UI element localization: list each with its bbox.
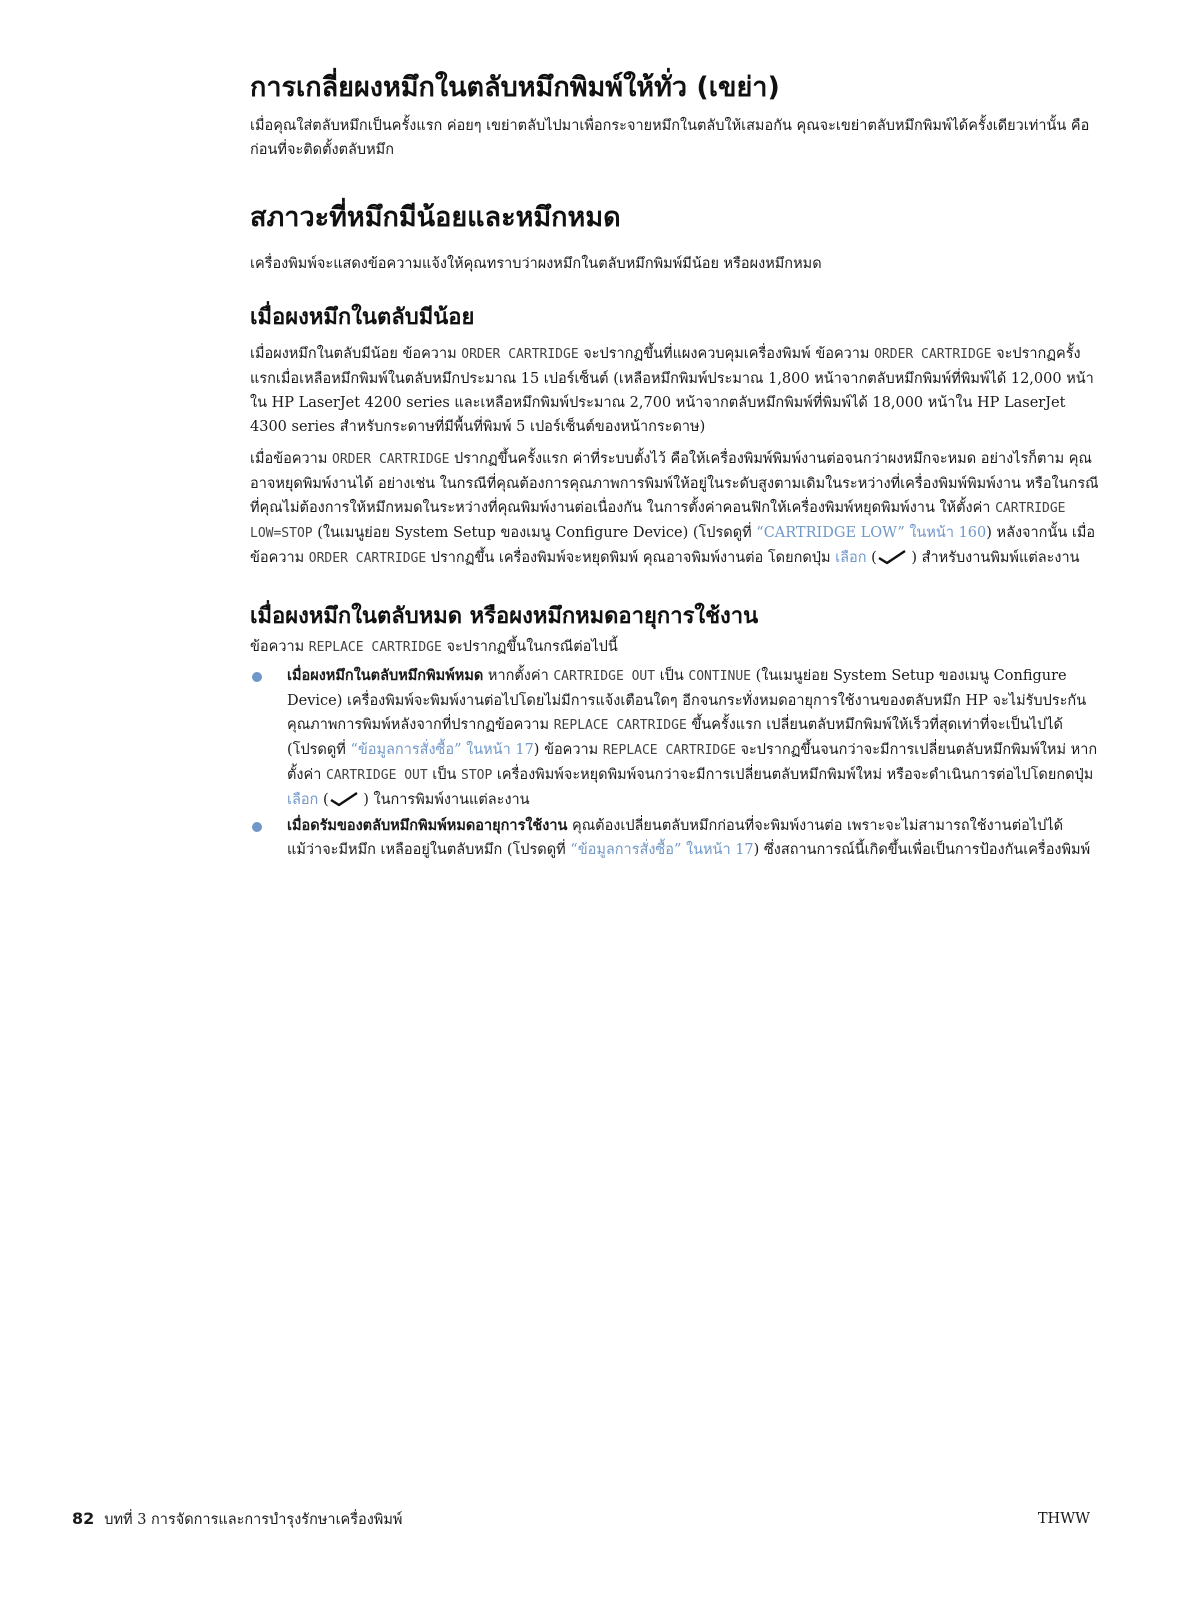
code-cartridge-out: CARTRIDGE OUT: [553, 669, 656, 684]
paragraph-low-2: เมื่อข้อความ ORDER CARTRIDGE ปรากฏขึ้นครั้งแรก ค่าที่ระบบตั้งไว้ คือให้เครื่องพิมพ์พิมพ์งานต่อจนกว่าผงหมึกจะหมด อย่างไรก็ตาม คุณอาจหยุดพิมพ์งานได้ อย่างเช่น ในกรณีที่คุณต้องการคุณภาพการพิมพ์ให้อยู่ในระดับสูงตามเดิมในระหว่างที่เครื่องพิมพ์พิมพ์งาน หรือในกรณีที่คุณไม่ต้องการให้หมึกหมดในระหว่างที่คุณพิมพ์งานต่อเนื่องกัน ในการตั้งค่าคอนฟิกให้เครื่องพิมพ์หยุดพิมพ์งาน ให้ตั้งค่า CARTRIDGE LOW=STOP (ในเมนูย่อย System Setup ของเมนู Configure Device) (โปรดดูที่ “CARTRIDGE LOW” ในหน้า 160) หลังจากนั้น เมื่อข้อความ ORDER CARTRIDGE ปรากฏขึ้น เครื่องพิมพ์จะหยุดพิมพ์ คุณอาจพิมพ์งานต่อ โดยกดปุ่ม เลือก ( ) สำหรับงานพิมพ์แต่ละงาน: [250, 451, 1099, 566]
code-replace-cartridge: REPLACE CARTRIDGE: [553, 718, 687, 733]
subsection-title-low: เมื่อผงหมึกในตลับมีน้อย: [250, 305, 475, 330]
link-ordering-info[interactable]: “ข้อมูลการสั่งซื้อ” ในหน้า 17: [570, 842, 754, 858]
subsection-title-out: เมื่อผงหมึกในตลับหมด หรือผงหมึกหมดอายุการใช้งาน: [250, 604, 759, 629]
code-cartridge-out: CARTRIDGE OUT: [325, 768, 428, 783]
link-ordering-info[interactable]: “ข้อมูลการสั่งซื้อ” ในหน้า 17: [350, 742, 534, 758]
link-cartridge-low-page[interactable]: “CARTRIDGE LOW” ในหน้า 160: [756, 525, 987, 541]
section-body-low-out: เครื่องพิมพ์จะแสดงข้อความแจ้งให้คุณทราบว่าผงหมึกในตลับหมึกพิมพ์มีน้อย หรือผงหมึกหมด: [250, 256, 822, 272]
bullet-icon: [252, 822, 262, 832]
code-stop: STOP: [461, 768, 493, 783]
select-button-text[interactable]: เลือก: [835, 550, 867, 566]
code-continue: CONTINUE: [688, 669, 752, 684]
locale-code: THWW: [1037, 1511, 1090, 1527]
section-title-shake: การเกลี่ยผงหมึกในตลับหมึกพิมพ์ให้ทั่ว (เขย่า): [250, 72, 780, 103]
code-order-cartridge: ORDER CARTRIDGE: [308, 551, 427, 566]
paragraph-out-intro: ข้อความ REPLACE CARTRIDGE จะปรากฏขึ้นในกรณีต่อไปนี้: [250, 639, 618, 655]
page-footer: [72, 1507, 1090, 1532]
code-order-cartridge: ORDER CARTRIDGE: [874, 347, 992, 362]
list-item: เมื่อดรัมของตลับหมึกพิมพ์หมดอายุการใช้งาน คุณต้องเปลี่ยนตลับหมึกก่อนที่จะพิมพ์งานต่อ เพราะจะไม่สามารถใช้งานต่อไปได้ แม้ว่าจะมีหมึก เหลืออยู่ในตลับหมึก (โปรดดูที่ “ข้อมูลการสั่งซื้อ” ในหน้า 17) ซึ่งสถานการณ์นี้เกิดขึ้นเพื่อเป็นการป้องกันเครื่องพิมพ์: [250, 814, 1100, 862]
checkmark-icon: [877, 549, 907, 565]
code-cartridge-low-stop: CARTRIDGE LOW=STOP: [250, 501, 1066, 541]
code-replace-cartridge: REPLACE CARTRIDGE: [602, 743, 736, 758]
list-item: เมื่อผงหมึกในตลับหมึกพิมพ์หมด หากตั้งค่า CARTRIDGE OUT เป็น CONTINUE (ในเมนูย่อย System Setup ของเมนู Configure Device) เครื่องพิมพ์จะพิมพ์งานต่อไปโดยไม่มีการแจ้งเตือนใดๆ อีกจนกระทั่งหมดอายุการใช้งานของตลับหมึก HP จะไม่รับประกันคุณภาพการพิมพ์หลังจากที่ปรากฏข้อความ REPLACE CARTRIDGE ขึ้นครั้งแรก เปลี่ยนตลับหมึกพิมพ์ให้เร็วที่สุดเท่าที่จะเป็นไปได้ (โปรดดูที่ “ข้อมูลการสั่งซื้อ” ในหน้า 17) ข้อความ REPLACE CARTRIDGE จะปรากฏขึ้นจนกว่าจะมีการเปลี่ยนตลับหมึกพิมพ์ใหม่ หากตั้งค่า CARTRIDGE OUT เป็น STOP เครื่องพิมพ์จะหยุดพิมพ์จนกว่าจะมีการเปลี่ยนตลับหมึกพิมพ์ใหม่ หรือจะดำเนินการต่อไปโดยกดปุ่ม เลือก ( ) ในการพิมพ์งานแต่ละงาน: [250, 664, 1100, 812]
section-body-shake: เมื่อคุณใส่ตลับหมึกเป็นครั้งแรก ค่อยๆ เขย่าตลับไปมาเพื่อกระจายหมึกในตลับให้เสมอกัน คุณจะเขย่าตลับหมึกพิมพ์ได้ครั้งเดียวเท่านั้น คือ ก่อนที่จะติดตั้งตลับหมึก: [250, 118, 1090, 158]
page-content: [250, 68, 1100, 864]
bullet-list: [250, 664, 1100, 862]
code-replace-cartridge: REPLACE CARTRIDGE: [308, 640, 442, 655]
chapter-title: บทที่ 3 การจัดการและการบำรุงรักษาเครื่องพิมพ์: [104, 1512, 403, 1528]
section-title-low-out: สภาวะที่หมึกมีน้อยและหมึกหมด: [250, 202, 621, 233]
select-button-text[interactable]: เลือก: [287, 792, 319, 808]
code-order-cartridge: ORDER CARTRIDGE: [332, 452, 450, 467]
code-order-cartridge: ORDER CARTRIDGE: [461, 347, 579, 362]
checkmark-icon: [329, 791, 359, 807]
paragraph-low-1: เมื่อผงหมึกในตลับมีน้อย ข้อความ ORDER CARTRIDGE จะปรากฏขึ้นที่แผงควบคุมเครื่องพิมพ์ ข้อความ ORDER CARTRIDGE จะปรากฏครั้งแรกเมื่อเหลือหมึกพิมพ์ในตลับหมึกประมาณ 15 เปอร์เซ็นต์ (เหลือหมึกพิมพ์ประมาณ 1,800 หน้าจากตลับหมึกพิมพ์ที่พิมพ์ได้ 12,000 หน้าใน HP LaserJet 4200 series และเหลือหมึกพิมพ์ประมาณ 2,700 หน้าจากตลับหมึกพิมพ์ที่พิมพ์ได้ 18,000 หน้าใน HP LaserJet 4300 series สำหรับกระดาษที่มีพื้นที่พิมพ์ 5 เปอร์เซ็นต์ของหน้ากระดาษ): [250, 346, 1094, 435]
bullet-icon: [252, 672, 262, 682]
page-number: 82: [72, 1509, 95, 1528]
